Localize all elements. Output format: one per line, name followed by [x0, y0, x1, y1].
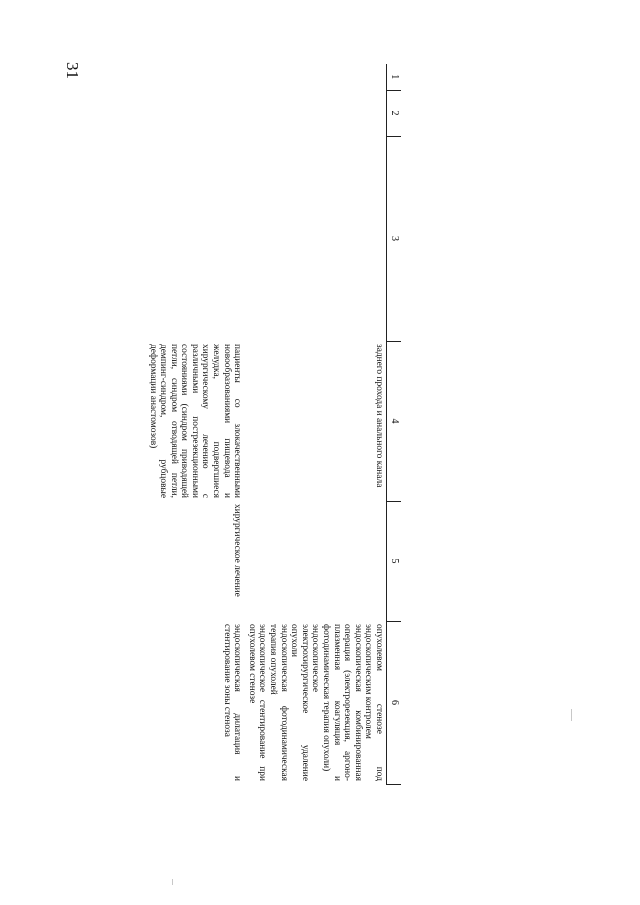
column-header-5: 5	[387, 501, 402, 621]
cell-row2-col5: хирургическое лечение	[232, 504, 243, 597]
method-line: эндоскопическая комбинированная операция (электрорезекция, аргоно-плазменная коагуляция и фотодинамическая терапия опухоли)	[321, 624, 363, 781]
method-line: эндоскопическое электрохирургическое удаление опухоли	[289, 624, 321, 781]
cell-row1-col1	[244, 64, 386, 90]
column-header-2: 2	[387, 90, 402, 136]
cell-row1-col5	[244, 501, 386, 621]
column-header-3: 3	[387, 136, 402, 341]
rotated-table-container	[143, 64, 401, 784]
column-header-4: 4	[387, 341, 402, 501]
method-line: эндоскопическая фотодинамическая терапия опухолей	[268, 624, 289, 781]
column-header-1: 1	[387, 64, 402, 90]
method-line: опухолевом стенозе под эндоскопическим контролем	[363, 624, 384, 781]
scan-artifact	[172, 879, 173, 885]
scan-artifact	[571, 709, 572, 721]
method-line: эндоскопическая дилатация и стентирование зоны стеноза	[221, 624, 243, 781]
cell-row1-col2	[244, 90, 386, 136]
column-header-6: 6	[387, 621, 402, 784]
cell-row2-col2	[145, 90, 244, 136]
cell-row1-col4: заднего прохода и анального канала	[374, 344, 384, 488]
procedures-table	[145, 64, 401, 785]
cell-row2-col3	[145, 136, 244, 341]
cell-row1-col3	[244, 136, 386, 341]
page-number: 31	[63, 62, 82, 79]
cell-row2-col1	[145, 64, 244, 90]
table-row	[244, 64, 386, 784]
method-line: эндоскопическое стентирование при опухолевом стенозе	[246, 624, 268, 781]
cell-row2-col4: пациенты со злокачественными новообразованиями пищевода и желудка, подвергшиеся хирургическому лечению с различными пострезекционными состояниями (синдром приводящей петли, синдром отводящей петли, демпинг-синдром, рубцовые деформации анастомозов)	[147, 344, 243, 498]
cell-row2-col6	[145, 621, 244, 784]
cell-row1-col6	[244, 621, 386, 784]
table-header-row	[387, 64, 402, 784]
table-row	[145, 64, 244, 784]
